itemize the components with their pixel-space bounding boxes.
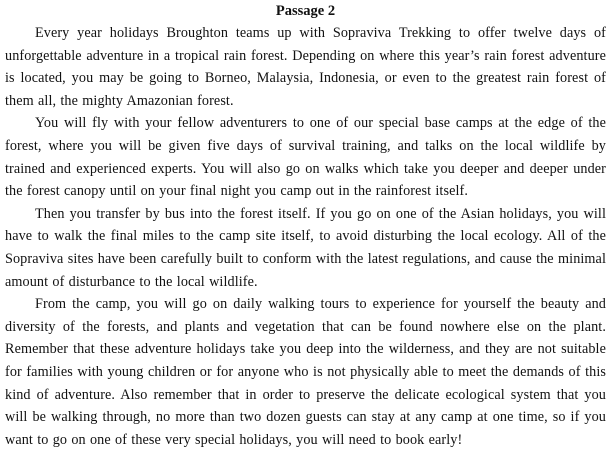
paragraph-1: Every year holidays Broughton teams up with Sopraviva Trekking to offer twelve days of unforgettable adventure in a tropical rain forest. Depending on where this year’s rain forest adventure is located, you may be going to Borneo, Malaysia, Indonesia, or even to the greatest rain forest of them all, the mighty Amazonian forest. [5,25,606,109]
passage-title: Passage 2 [275,3,336,19]
paragraph-4: From the camp, you will go on daily walking tours to experience for yourself the beauty and diversity of the forests, and plants and vegetation that can be found nowhere else on the plant. Remember that these adventure holidays take you deep into the wilderness, and they are not suitable for families with young children or for anyone who is not physically able to meet the demands of this kind of adventure. Also remember that in order to preserve the delicate ecological system that you will be walking through, no more than two dozen guests can stay at any camp at one time, so if you want to go on one of these very special holidays, you will need to book early! [5,296,606,448]
paragraph-3: Then you transfer by bus into the forest itself. If you go on one of the Asian holidays, you will have to walk the final miles to the camp site itself, to avoid disturbing the local ecology. All of the Sopraviva sites have been carefully built to conform with the latest regulations, and cause the minimal amount of disturbance to the local wildlife. [5,205,606,290]
paragraph-2: You will fly with your fellow adventurers to one of our special base camps at the edge of the forest, where you will be given five days of survival training, and talks on the local wildlife by trained and experienced experts. You will also go on walks which take you deeper and deeper under the forest canopy until on your final night you camp out in the rainforest itself. [5,115,606,200]
